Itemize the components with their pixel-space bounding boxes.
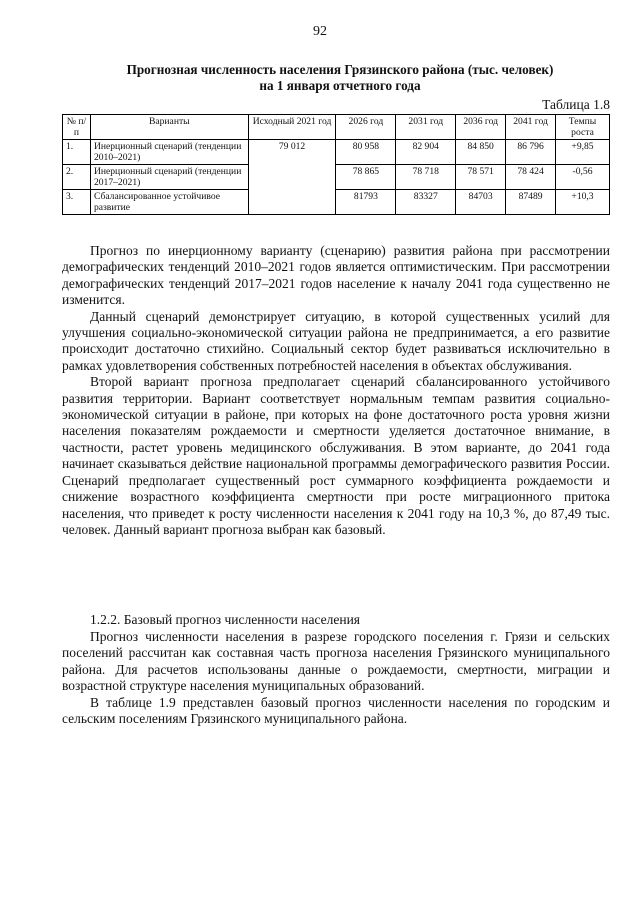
value-2031: 78 718 [396, 165, 456, 190]
table-label: Таблица 1.8 [542, 97, 610, 112]
value-2036: 78 571 [456, 165, 506, 190]
value-2026: 80 958 [336, 140, 396, 165]
table-row [63, 140, 610, 165]
forecast-table [62, 114, 610, 215]
value-growth-rate: -0,56 [556, 165, 610, 190]
value-2026: 78 865 [336, 165, 396, 190]
header-variants: Варианты [90, 115, 248, 140]
section-heading: 1.2.2. Базовый прогноз численности населения [90, 612, 360, 627]
header-base-2021: Исходный 2021 год [248, 115, 336, 140]
title-line-1: Прогнозная численность населения Грязинского района (тыс. человек) [126, 62, 554, 77]
paragraph: Второй вариант прогноза предполагает сценарий сбалансированного устойчивого развития территории. Вариант соответствует нормальным темпам развития социально-экономической ситуации в районе, при которых на фоне достаточного роста уровня жизни населения показателям рождаемости и смертности уделяется достаточное внимание, в частности, растет уровень медицинского обслуживания. В этом варианте, до 2041 года начинает сказываться действие национальной программы демографического развития России. Сценарий предполагает существенный рост суммарного коэффициента рождаемости и снижение возрастного коэффициента смертности при росте миграционного притока населения, что приведет к росту численности населения к 2041 году на 10,3 %, до 87,49 тыс. человек. Данный вариант прогноза выбран как базовый. [62, 374, 610, 537]
value-2041: 86 796 [506, 140, 556, 165]
value-2036: 84 850 [456, 140, 506, 165]
row-number: 2. [63, 165, 91, 190]
value-2031: 83327 [396, 190, 456, 215]
value-2031: 82 904 [396, 140, 456, 165]
header-2031: 2031 год [396, 115, 456, 140]
value-growth-rate: +10,3 [556, 190, 610, 215]
value-2026: 81793 [336, 190, 396, 215]
header-growth-rate: Темпы роста [556, 115, 610, 140]
row-number: 3. [63, 190, 91, 215]
table-row [63, 190, 610, 215]
table-header-row [63, 115, 610, 140]
row-variant: Инерционный сценарий (тенденции 2017–2021) [90, 165, 248, 190]
header-2036: 2036 год [456, 115, 506, 140]
value-2041: 87489 [506, 190, 556, 215]
value-2041: 78 424 [506, 165, 556, 190]
base-2021-value: 79 012 [248, 140, 336, 215]
paragraph: Прогноз по инерционному варианту (сценарию) развития района при рассмотрении демографических тенденций 2010–2021 годов является оптимистическим. При рассмотрении демографических тенденций 2017–2021 годов население к началу 2041 года существенно не изменится. [62, 243, 610, 308]
page-number: 92 [313, 24, 327, 39]
body-section-1 [62, 243, 610, 538]
paragraph: Данный сценарий демонстрирует ситуацию, в которой существенных усилий для улучшения социально-экономической ситуации района не предпринимается, а его развитие происходит достаточно стихийно. Социальный сектор будет развиваться исключительно в рамках удовлетворения собственных потребностей населения в объектах обслуживания. [62, 308, 610, 373]
row-variant: Инерционный сценарий (тенденции 2010–2021) [90, 140, 248, 165]
paragraph: В таблице 1.9 представлен базовый прогноз численности населения по городским и сельским поселениям Грязинского муниципального района. [62, 694, 610, 727]
title-line-2: на 1 января отчетного года [259, 78, 421, 93]
header-2026: 2026 год [336, 115, 396, 140]
value-growth-rate: +9,85 [556, 140, 610, 165]
paragraph: Прогноз численности населения в разрезе городского поселения г. Грязи и сельских поселений рассчитан как составная часть прогноза населения Грязинского муниципального района. Для расчетов использованы данные о рождаемости, смертности, миграции и возрастной структуре населения муниципальных образований. [62, 629, 610, 694]
body-section-2 [62, 629, 610, 727]
table-title [70, 62, 610, 94]
table-row [63, 165, 610, 190]
header-number: № п/п [63, 115, 91, 140]
row-variant: Сбалансированное устойчивое развитие [90, 190, 248, 215]
header-2041: 2041 год [506, 115, 556, 140]
value-2036: 84703 [456, 190, 506, 215]
row-number: 1. [63, 140, 91, 165]
